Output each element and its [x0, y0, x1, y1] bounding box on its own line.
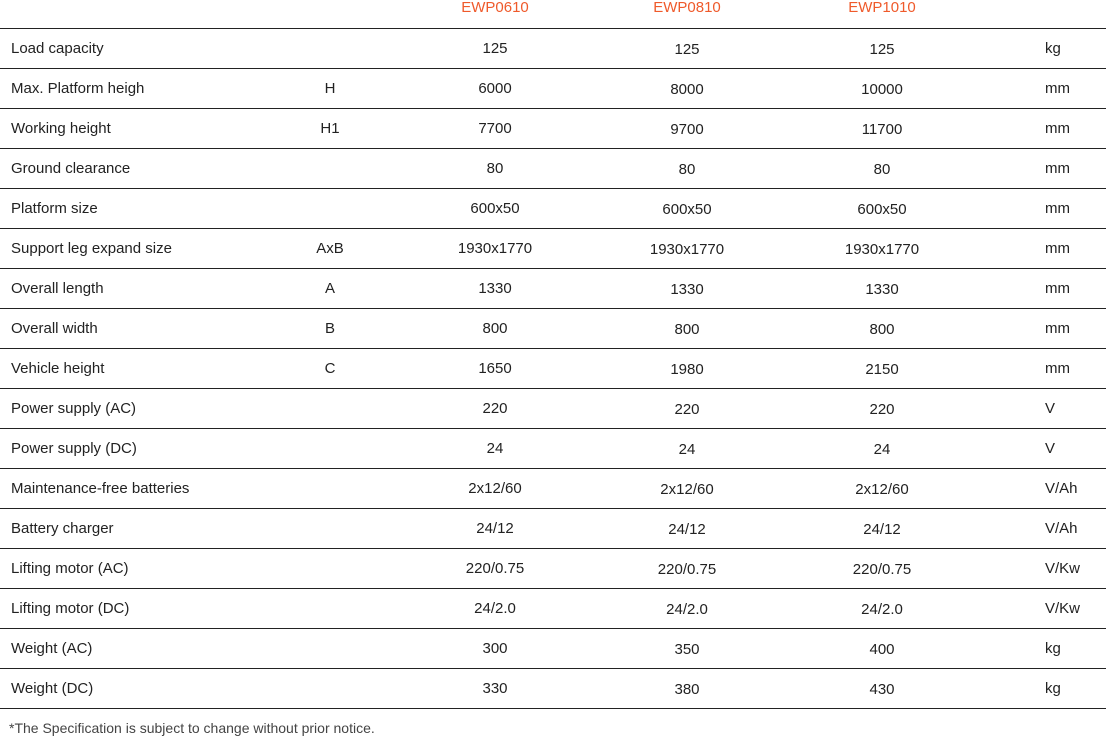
- table-row: [0, 669, 1106, 709]
- value-ewp0810: 220/0.75: [657, 561, 717, 578]
- row-label: Ground clearance: [11, 160, 131, 177]
- table-row: [0, 389, 1106, 429]
- row-label: Battery charger: [11, 520, 114, 537]
- row-unit: mm: [1045, 160, 1070, 177]
- table-row: [0, 69, 1106, 109]
- value-ewp1010: 2x12/60: [855, 481, 909, 498]
- row-symbol: C: [324, 360, 336, 377]
- row-label: Weight (DC): [11, 680, 94, 697]
- value-ewp0610: 600x50: [470, 200, 520, 217]
- value-ewp1010: 1930x1770: [844, 241, 920, 258]
- value-ewp0610: 2x12/60: [468, 480, 522, 497]
- row-label: Lifting motor (DC): [11, 600, 130, 617]
- table-row: [0, 629, 1106, 669]
- value-ewp0610: 1930x1770: [457, 240, 533, 257]
- row-unit: V/Kw: [1045, 560, 1081, 577]
- row-label: Max. Platform heigh: [11, 80, 145, 97]
- value-ewp1010: 800: [869, 321, 895, 338]
- row-unit: mm: [1045, 320, 1070, 337]
- value-ewp0810: 1330: [670, 281, 704, 298]
- row-unit: V/Ah: [1045, 520, 1078, 537]
- value-ewp0610: 7700: [478, 120, 512, 137]
- table-row: [0, 429, 1106, 469]
- table-row: [0, 149, 1106, 189]
- value-ewp0810: 125: [674, 41, 700, 58]
- value-ewp1010: 24/2.0: [861, 601, 903, 618]
- value-ewp1010: 24: [873, 441, 891, 458]
- row-label: Platform size: [11, 200, 98, 217]
- row-unit: mm: [1045, 280, 1070, 297]
- value-ewp0810: 2x12/60: [660, 481, 714, 498]
- row-label: Power supply (DC): [11, 440, 137, 457]
- row-unit: kg: [1045, 40, 1061, 57]
- value-ewp1010: 430: [869, 681, 895, 698]
- value-ewp0610: 330: [482, 680, 508, 697]
- value-ewp1010: 24/12: [863, 521, 901, 538]
- value-ewp0810: 8000: [670, 81, 704, 98]
- value-ewp1010: 2150: [865, 361, 899, 378]
- value-ewp0810: 24/12: [668, 521, 706, 538]
- value-ewp0610: 220/0.75: [465, 560, 525, 577]
- row-symbol: H1: [320, 120, 340, 137]
- value-ewp1010: 400: [869, 641, 895, 658]
- row-label: Working height: [11, 120, 111, 137]
- value-ewp0610: 24/2.0: [474, 600, 516, 617]
- row-unit: kg: [1045, 680, 1061, 697]
- value-ewp0610: 24: [486, 440, 504, 457]
- table-row: [0, 109, 1106, 149]
- row-unit: kg: [1045, 640, 1061, 657]
- table-row: [0, 269, 1106, 309]
- row-symbol: AxB: [316, 240, 344, 257]
- value-ewp0610: 125: [482, 40, 508, 57]
- value-ewp1010: 600x50: [857, 201, 907, 218]
- value-ewp0810: 1930x1770: [649, 241, 725, 258]
- table-row: [0, 509, 1106, 549]
- value-ewp0810: 24/2.0: [666, 601, 708, 618]
- row-unit: mm: [1045, 120, 1070, 137]
- row-unit: mm: [1045, 80, 1070, 97]
- row-label: Vehicle height: [11, 360, 105, 377]
- value-ewp1010: 11700: [861, 121, 903, 138]
- table-row: [0, 469, 1106, 509]
- value-ewp0810: 9700: [670, 121, 704, 138]
- table-row: [0, 29, 1106, 69]
- table-row: [0, 309, 1106, 349]
- value-ewp1010: 80: [873, 161, 891, 178]
- row-label: Maintenance-free batteries: [11, 480, 190, 497]
- row-unit: mm: [1045, 240, 1070, 257]
- value-ewp0610: 24/12: [476, 520, 514, 537]
- model-header-ewp1010: EWP1010: [848, 0, 916, 16]
- row-unit: mm: [1045, 360, 1070, 377]
- value-ewp0810: 1980: [670, 361, 704, 378]
- value-ewp1010: 1330: [865, 281, 899, 298]
- value-ewp0810: 24: [678, 441, 696, 458]
- value-ewp0610: 1650: [478, 360, 512, 377]
- value-ewp0810: 380: [674, 681, 700, 698]
- value-ewp0810: 350: [674, 641, 700, 658]
- row-label: Load capacity: [11, 40, 104, 57]
- value-ewp0810: 800: [674, 321, 700, 338]
- row-unit: V: [1045, 400, 1056, 417]
- row-symbol: B: [324, 320, 336, 337]
- table-row: [0, 229, 1106, 269]
- row-label: Weight (AC): [11, 640, 93, 657]
- row-label: Power supply (AC): [11, 400, 137, 417]
- value-ewp0810: 220: [674, 401, 700, 418]
- row-unit: mm: [1045, 200, 1070, 217]
- row-label: Lifting motor (AC): [11, 560, 129, 577]
- row-label: Overall width: [11, 320, 98, 337]
- value-ewp0810: 80: [678, 161, 696, 178]
- value-ewp1010: 10000: [861, 81, 903, 98]
- value-ewp0610: 6000: [478, 80, 512, 97]
- row-symbol: A: [324, 280, 336, 297]
- row-symbol: H: [324, 80, 336, 97]
- row-unit: V: [1045, 440, 1056, 457]
- table-header: [0, 0, 1106, 29]
- model-header-ewp0610: EWP0610: [461, 0, 529, 16]
- row-unit: V/Kw: [1045, 600, 1081, 617]
- row-label: Overall length: [11, 280, 104, 297]
- table-row: [0, 589, 1106, 629]
- value-ewp1010: 220: [869, 401, 895, 418]
- value-ewp0610: 300: [482, 640, 508, 657]
- table-row: [0, 549, 1106, 589]
- value-ewp0610: 220: [482, 400, 508, 417]
- table-row: [0, 349, 1106, 389]
- footnote: *The Specification is subject to change without prior notice.: [9, 720, 375, 736]
- model-header-ewp0810: EWP0810: [653, 0, 721, 16]
- table-row: [0, 189, 1106, 229]
- value-ewp0610: 80: [486, 160, 504, 177]
- value-ewp1010: 220/0.75: [852, 561, 912, 578]
- row-unit: V/Ah: [1045, 480, 1078, 497]
- value-ewp1010: 125: [869, 41, 895, 58]
- row-label: Support leg expand size: [11, 240, 172, 257]
- value-ewp0610: 800: [482, 320, 508, 337]
- value-ewp0610: 1330: [478, 280, 512, 297]
- value-ewp0810: 600x50: [662, 201, 712, 218]
